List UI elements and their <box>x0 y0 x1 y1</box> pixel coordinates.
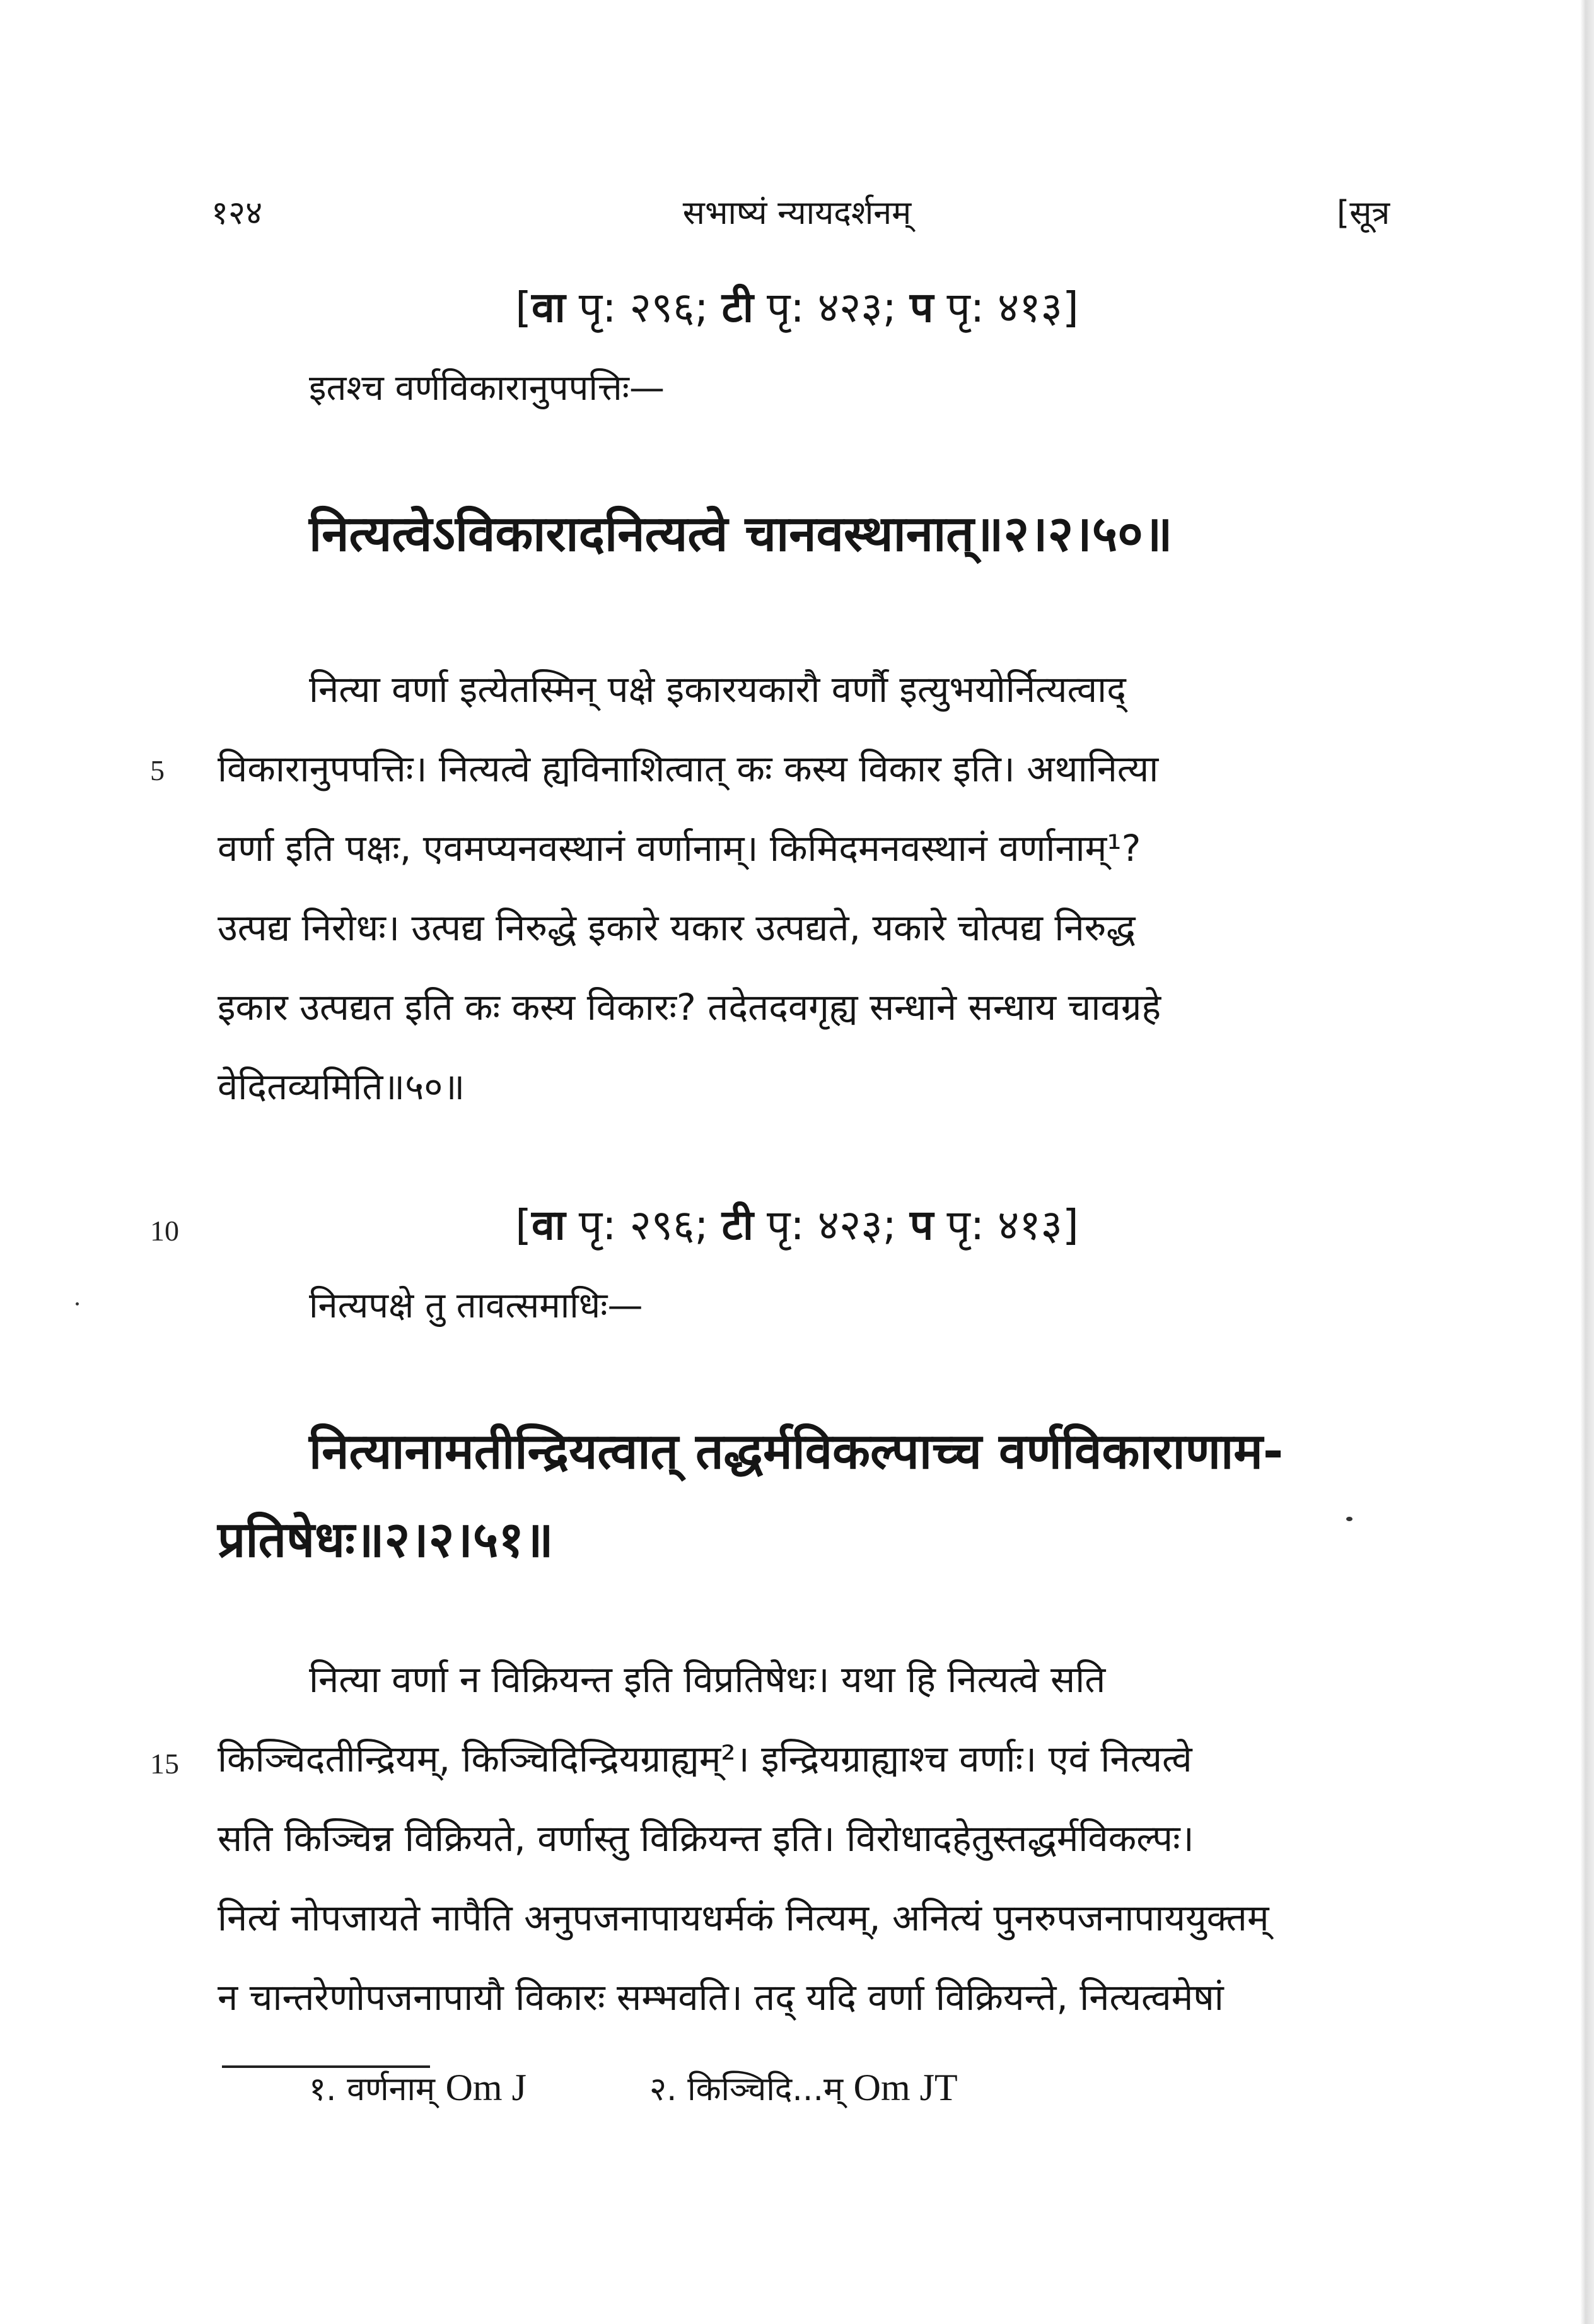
commentary-paragraph-2 <box>218 1640 1397 2037</box>
scan-speck <box>1346 1517 1353 1521</box>
reference-line-2 <box>0 1195 1594 1252</box>
ref-va-page: पृ: २९६; <box>565 1201 722 1249</box>
ref-va-page: पृ: २९६; <box>565 283 722 332</box>
running-section-label: [सूत्र <box>1337 194 1390 232</box>
page-number: १२४ <box>211 194 263 232</box>
scan-speck <box>76 1302 79 1305</box>
ref-pa-page: पृ: ४१३ <box>933 283 1063 332</box>
footnote-1-label: १. वर्णनाम् <box>309 2070 436 2108</box>
sutra-2-2-51-line-2: प्रतिषेधः॥२।२।५१॥ <box>218 1512 554 1568</box>
commentary-paragraph-1 <box>218 650 1397 1126</box>
para1-line-6: वेदितव्यमिति॥५०॥ <box>218 1065 465 1108</box>
footnote-1-note: Om J <box>445 2067 526 2108</box>
ref-pa: प <box>909 283 934 332</box>
para2-line-4: नित्यं नोपजायते नापैति अनुपजनापायधर्मकं नित्यम्, अनित्यं पुनरुपजनापाययुक्तम् <box>218 1896 1269 1939</box>
ref-pa: प <box>909 1201 934 1249</box>
para1-line-1: नित्या वर्णा इत्येतस्मिन् पक्षे इकारयकारौ वर्णौ इत्युभयोर्नित्यत्वाद् <box>309 668 1126 711</box>
line-number-15: 15 <box>150 1748 179 1780</box>
para1-line-5: इकार उत्पद्यत इति कः कस्य विकारः? तदेतदवगृह्य सन्धाने सन्धाय चावग्रहे <box>218 986 1161 1029</box>
para1-line-4: उत्पद्य निरोधः। उत्पद्य निरुद्धे इकारे यकार उत्पद्यते, यकारे चोत्पद्य निरुद्ध <box>218 906 1136 949</box>
para2-line-2: किञ्चिदतीन्द्रियम्, किञ्चिदिन्द्रियग्राह्यम्²। इन्द्रियग्राह्याश्च वर्णाः। एवं नित्यत्वे <box>218 1737 1192 1780</box>
ref-pa-page: पृ: ४१३ <box>933 1201 1063 1249</box>
bracket-open: [ <box>515 1201 532 1249</box>
para1-line-3: वर्णा इति पक्षः, एवमप्यनवस्थानं वर्णानाम्। किमिदमनवस्थानं वर्णानाम्¹? <box>218 827 1141 870</box>
para2-line-5: न चान्तरेणोपजनापायौ विकारः सम्भवति। तद् यदि वर्णा विक्रियन्ते, नित्यत्वमेषां <box>218 1976 1224 2019</box>
bracket-close: ] <box>1062 1201 1079 1249</box>
ref-ti: टी <box>721 283 753 332</box>
ref-va: वा <box>531 1201 566 1249</box>
footnote-2-note: Om JT <box>853 2067 958 2108</box>
bracket-open: [ <box>515 283 532 332</box>
para2-line-3: सति किञ्चिन्न विक्रियते, वर्णास्तु विक्रियन्त इति। विरोधादहेतुस्तद्धर्मविकल्पः। <box>218 1817 1194 1860</box>
bracket-close: ] <box>1062 283 1079 332</box>
ref-ti: टी <box>721 1201 753 1249</box>
page-edge-shadow <box>1580 0 1594 2324</box>
running-title: सभाष्यं न्यायदर्शनम् <box>682 194 912 232</box>
intro-line-1: इतश्च वर्णविकारानुपपत्तिः— <box>309 368 665 409</box>
footnote-2-label: २. किञ्चिदि...म् <box>649 2070 844 2108</box>
footnote-1 <box>309 2065 526 2110</box>
ref-ti-page: पृ: ४२३; <box>753 1201 910 1249</box>
intro-line-2: नित्यपक्षे तु तावत्समाधिः— <box>309 1285 643 1326</box>
ref-ti-page: पृ: ४२३; <box>753 283 910 332</box>
sutra-2-2-51-line-1: नित्यानामतीन्द्रियत्वात् तद्धर्मविकल्पाच्च वर्णविकाराणाम- <box>309 1423 1284 1480</box>
para2-line-1: नित्या वर्णा न विक्रियन्त इति विप्रतिषेधः। यथा हि नित्यत्वे सति <box>309 1658 1106 1701</box>
line-number-5: 5 <box>150 754 165 786</box>
reference-line-1 <box>0 277 1594 334</box>
line-number-10: 10 <box>150 1215 179 1247</box>
footnote-2 <box>649 2065 958 2110</box>
sutra-2-2-50: नित्यत्वेऽविकारादनित्यत्वे चानवस्थानात्॥२।२।५०॥ <box>309 506 1173 563</box>
ref-va: वा <box>531 283 566 332</box>
para1-line-2: विकारानुपपत्तिः। नित्यत्वे ह्यविनाशित्वात् कः कस्य विकार इति। अथानित्या <box>218 747 1159 790</box>
